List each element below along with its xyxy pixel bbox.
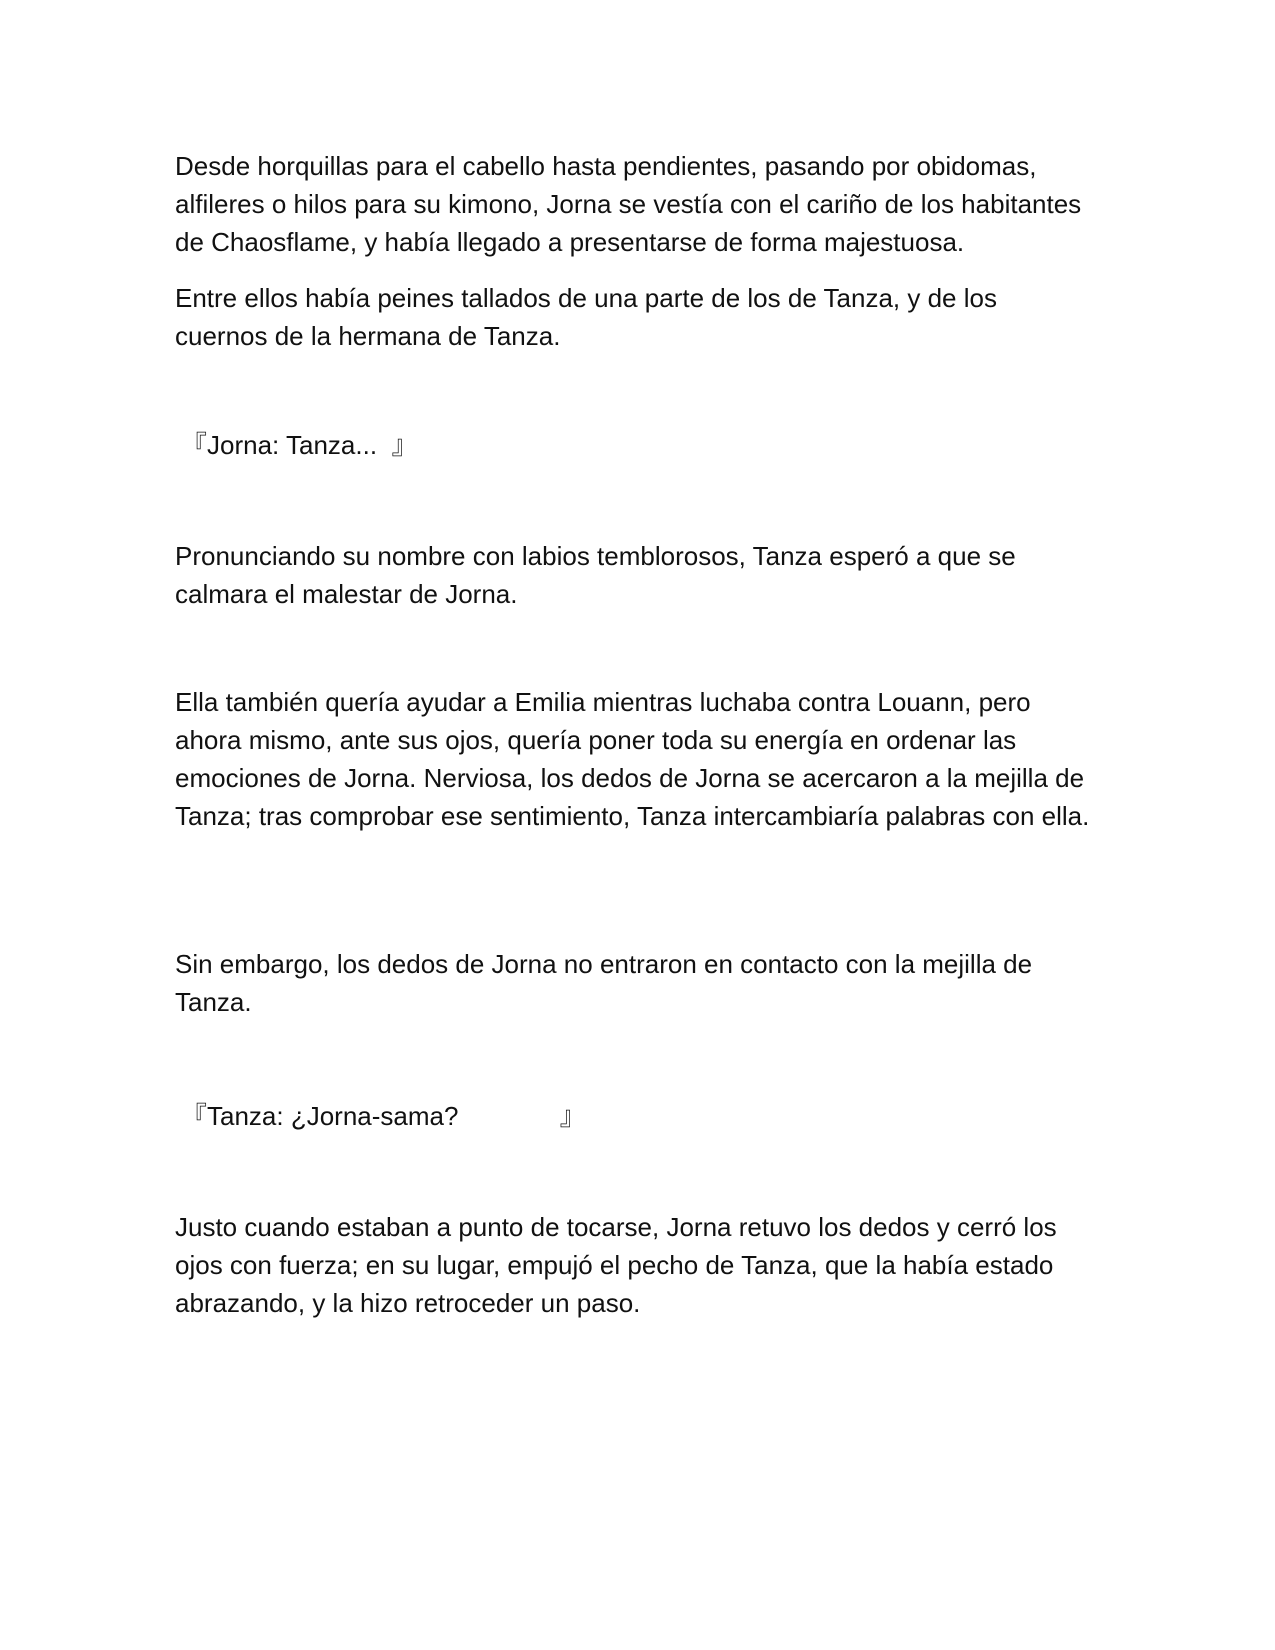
paragraph-help-emilia: Ella también quería ayudar a Emilia mientras luchaba contra Louann, pero ahora mismo, ante sus ojos, quería poner toda su energía en ordenar las emociones de Jorna. Nerviosa, los dedos de Jorna se acercaron a la mejilla de Tanza; tras comprobar ese sentimiento, Tanza intercambiaría palabras con ella. (175, 687, 1090, 831)
dialogue-jorna: 『Jorna: Tanza... 』 (181, 430, 418, 460)
paragraph-hair-ornaments: Desde horquillas para el cabello hasta pendientes, pasando por obidomas, alfileres o hilos para su kimono, Jorna se vestía con el cariño de los habitantes de Chaosflame, y había llegado a presentarse de forma majestuosa. (175, 151, 1082, 257)
paragraph-trembling-lips: Pronunciando su nombre con labios temblorosos, Tanza esperó a que se calmara el malestar de Jorna. (175, 541, 1016, 609)
paragraph-combs: Entre ellos había peines tallados de una parte de los de Tanza, y de los cuernos de la hermana de Tanza. (175, 283, 997, 351)
dialogue-tanza: 『Tanza: ¿Jorna-sama? 』 (181, 1101, 586, 1131)
paragraph-no-contact: Sin embargo, los dedos de Jorna no entraron en contacto con la mejilla de Tanza. (175, 949, 1033, 1017)
paragraph-push-back: Justo cuando estaban a punto de tocarse, Jorna retuvo los dedos y cerró los ojos con fuerza; en su lugar, empujó el pecho de Tanza, que la había estado abrazando, y la hizo retroceder un paso. (175, 1212, 1057, 1318)
